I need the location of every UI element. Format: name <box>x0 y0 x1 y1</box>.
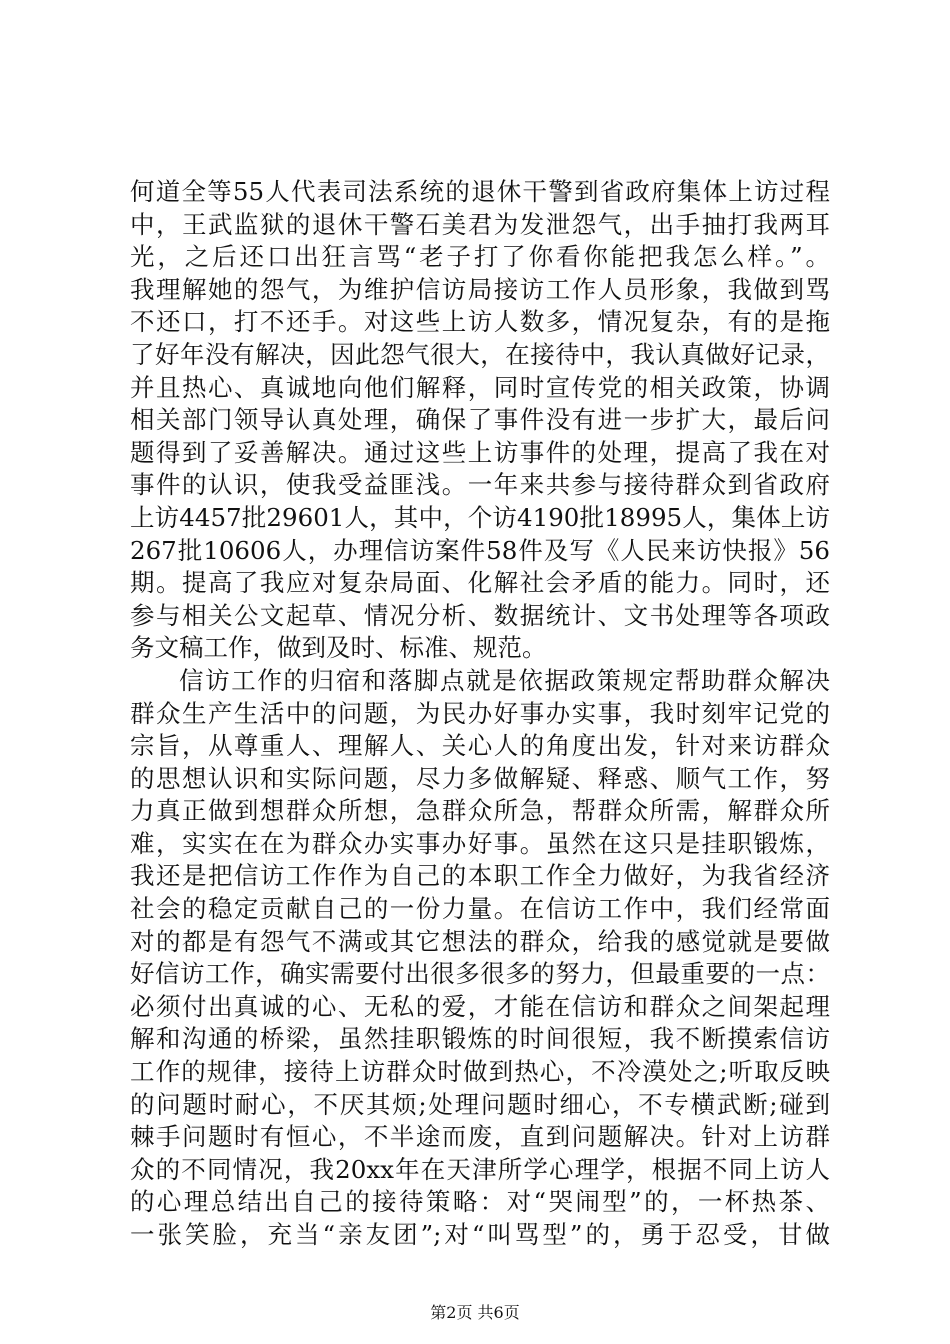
text-line: 期。提高了我应对复杂局面、化解社会矛盾的能力。同时，还 <box>130 568 830 598</box>
text-line: 群众生产生活中的问题，为民办好事办实事，我时刻牢记党的 <box>130 698 830 728</box>
text-line: 对的都是有怨气不满或其它想法的群众，给我的感觉就是要做 <box>130 926 830 956</box>
text-line: 解和沟通的桥梁，虽然挂职锻炼的时间很短，我不断摸索信访 <box>130 1024 830 1054</box>
text-line: 事件的认识，使我受益匪浅。一年来共参与接待群众到省政府 <box>130 470 830 500</box>
text-line: 力真正做到想群众所想，急群众所急，帮群众所需，解群众所 <box>130 796 830 826</box>
text-line: 宗旨，从尊重人、理解人、关心人的角度出发，针对来访群众 <box>130 731 830 761</box>
text-line: 的问题时耐心，不厌其烦;处理问题时细心，不专横武断;碰到 <box>130 1089 830 1119</box>
text-line: 难，实实在在为群众办实事办好事。虽然在这只是挂职锻炼， <box>130 828 830 858</box>
text-line: 一张笑脸，充当“亲友团”;对“叫骂型”的，勇于忍受，甘做 <box>130 1220 830 1249</box>
text-line: 何道全等55人代表司法系统的退休干警到省政府集体上访过程 <box>130 177 830 206</box>
document-body <box>130 176 830 1252</box>
text-line: 我理解她的怨气，为维护信访局接访工作人员形象，我做到骂 <box>130 274 830 304</box>
text-line: 267批10606人，办理信访案件58件及写《人民来访快报》56 <box>130 535 830 565</box>
text-line: 务文稿工作，做到及时、标准、规范。 <box>130 633 547 663</box>
text-line: 好信访工作，确实需要付出很多很多的努力，但最重要的一点： <box>130 959 830 989</box>
text-line: 参与相关公文起草、情况分析、数据统计、文书处理等各项政 <box>130 600 830 630</box>
paragraph-first-line: 信访工作的归宿和落脚点就是依据政策规定帮助群众解决 <box>179 665 830 695</box>
text-line: 必须付出真诚的心、无私的爱，才能在信访和群众之间架起理 <box>130 991 830 1021</box>
text-line: 不还口，打不还手。对这些上访人数多，情况复杂，有的是拖 <box>130 307 830 337</box>
text-line: 上访4457批29601人，其中，个访4190批18995人，集体上访 <box>130 502 830 532</box>
text-line: 众的不同情况，我20xx年在天津所学心理学，根据不同上访人 <box>130 1154 830 1184</box>
text-line: 工作的规律，接待上访群众时做到热心，不冷漠处之;听取反映 <box>130 1057 830 1087</box>
text-line: 棘手问题时有恒心，不半途而废，直到问题解决。针对上访群 <box>130 1122 830 1152</box>
text-line: 相关部门领导认真处理，确保了事件没有进一步扩大，最后问 <box>130 405 830 435</box>
text-line: 社会的稳定贡献自己的一份力量。在信访工作中，我们经常面 <box>130 894 830 924</box>
text-line: 我还是把信访工作作为自己的本职工作全力做好，为我省经济 <box>130 861 830 891</box>
text-line: 的思想认识和实际问题，尽力多做解疑、释惑、顺气工作，努 <box>130 763 830 793</box>
text-line: 的心理总结出自己的接待策略：对“哭闹型”的，一杯热茶、 <box>130 1187 830 1217</box>
text-line: 中，王武监狱的退休干警石美君为发泄怨气，出手抽打我两耳 <box>130 209 830 239</box>
text-line: 题得到了妥善解决。通过这些上访事件的处理，提高了我在对 <box>130 437 830 467</box>
text-line: 并且热心、真诚地向他们解释，同时宣传党的相关政策，协调 <box>130 372 830 402</box>
text-line: 了好年没有解决，因此怨气很大，在接待中，我认真做好记录， <box>130 339 830 369</box>
page-footer: 第2页 共6页 <box>430 1303 520 1322</box>
text-line: 光，之后还口出狂言骂“老子打了你看你能把我怎么样。”。 <box>130 242 830 272</box>
